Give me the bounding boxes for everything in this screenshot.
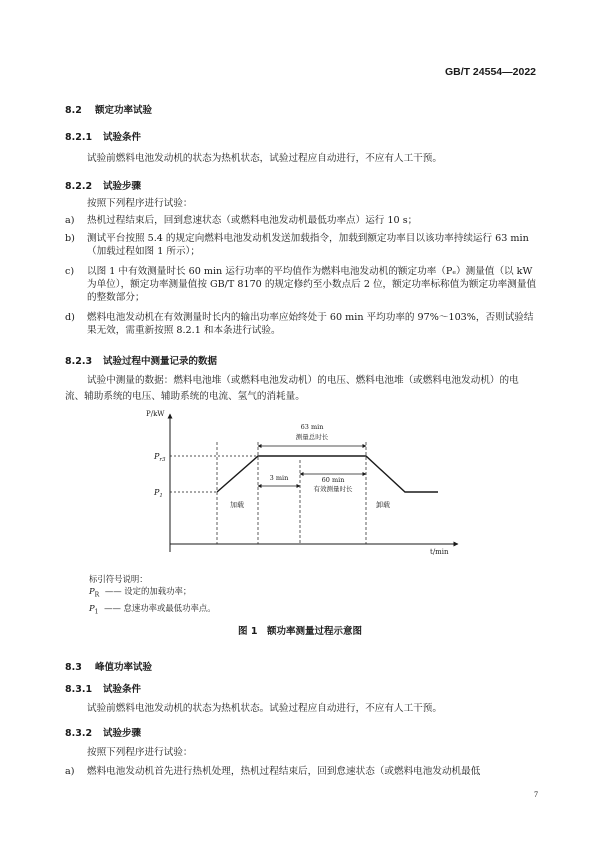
standard-number: GB/T 24554—2022 [444, 66, 536, 78]
span-60-label: 有效测量时长 [313, 485, 353, 493]
section-title: 试验过程中测量记录的数据 [103, 356, 218, 367]
section-title: 试验条件 [103, 132, 142, 143]
section-8-3-2-heading [65, 725, 141, 739]
section-title: 试验条件 [103, 684, 142, 695]
section-title: 峰值功率试验 [95, 662, 153, 673]
section-8-2-1-heading [65, 129, 141, 143]
section-number: 8.3.2 [65, 728, 93, 739]
procedure-intro: 按照下列程序进行试验： [87, 198, 193, 209]
list-item-label: a) [65, 215, 75, 226]
paragraph-8-3-1: 试验前燃料电池发动机的状态为热机状态。试验过程应自动进行，不应有人工干预。 [87, 703, 442, 714]
figure-1-chart [140, 402, 470, 562]
span-63-label: 测量总时长 [295, 433, 329, 441]
list-item-label: d) [65, 312, 75, 323]
span-3-value: 3 min [269, 474, 289, 482]
section-number: 8.2.3 [65, 356, 93, 367]
legend-symbol-sub: 1 [94, 608, 99, 616]
list-item [65, 311, 540, 337]
legend-description: —— 设定的加载功率； [104, 586, 192, 596]
list-item-label: b) [65, 233, 75, 244]
list-item-text: 以图 1 中有效测量时长 60 min 运行功率的平均值作为燃料电池发动机的额定功率（Pₑ）测量值（以 kW 为单位），额定功率测量值按 GB/T 8170 的规定修约至小数点后 2 位，额定功率标称值为额定功率测量值的整数部分； [87, 266, 537, 303]
section-title: 额定功率试验 [95, 105, 153, 116]
legend-symbol-sub: R [94, 591, 100, 599]
legend-item [89, 602, 216, 619]
section-title: 试验步骤 [103, 728, 142, 739]
load-region-label: 加载 [230, 501, 244, 509]
figure-caption: 图 1 额功率测量过程示意图 [238, 626, 362, 637]
section-title: 试验步骤 [103, 181, 142, 192]
figure-legend [89, 573, 216, 618]
section-number: 8.3.1 [65, 684, 93, 695]
section-8-2-3-heading [65, 353, 217, 367]
paragraph-8-2-1: 试验前燃料电池发动机的状态为热机状态，试验过程应自动进行，不应有人工干预。 [87, 153, 442, 164]
x-axis-label: t/min [430, 548, 449, 556]
page-number: 7 [534, 790, 538, 799]
p-high-label: $P_{r3}$ [154, 452, 166, 463]
section-8-2-heading [65, 102, 152, 116]
list-item [65, 214, 540, 227]
section-number: 8.2.2 [65, 181, 93, 192]
paragraph-8-2-3-line2: 流、辅助系统的电压、辅助系统的电流、氢气的消耗量。 [65, 391, 305, 402]
legend-symbol: P [89, 586, 95, 596]
legend-description: —— 怠速功率或最低功率点。 [104, 602, 216, 613]
list-item-text: 热机过程结束后，回到怠速状态（或燃料电池发动机最低功率点）运行 10 s； [87, 215, 418, 226]
legend-symbol: P [89, 602, 95, 613]
unload-region-label: 卸载 [376, 501, 390, 509]
list-item-label: c) [65, 266, 75, 277]
list-item-text: 燃料电池发动机在有效测量时长内的输出功率应始终处于 60 min 平均功率的 97%～103%，否则试验结果无效，需重新按照 8.2.1 和本条进行试验。 [87, 312, 534, 336]
list-item [65, 765, 540, 778]
list-item [65, 232, 540, 258]
span-63-value: 63 min [300, 423, 324, 431]
p-low-label: $P_1$ [154, 488, 163, 499]
paragraph-8-2-3-line1: 试验中测量的数据：燃料电池堆（或燃料电池发动机）的电压、燃料电池堆（或燃料电池发动机）的电 [87, 375, 519, 386]
list-item-text: 测试平台按照 5.4 的规定向燃料电池发动机发送加载指令，加载到额定功率目以该功率持续运行 63 min（加载过程如图 1 所示）； [87, 233, 529, 257]
section-8-3-heading [65, 659, 152, 673]
legend-item [89, 585, 216, 602]
y-axis-label: P/kW [146, 410, 165, 418]
section-8-3-1-heading [65, 681, 141, 695]
procedure-intro: 按照下列程序进行试验： [87, 747, 193, 758]
list-item-text: 燃料电池发动机首先进行热机处理，热机过程结束后，回到怠速状态（或燃料电池发动机最低 [87, 766, 481, 777]
list-item [65, 265, 540, 304]
section-number: 8.2.1 [65, 132, 93, 143]
legend-title: 标引符号说明： [89, 574, 148, 584]
section-number: 8.2 [65, 105, 82, 116]
section-number: 8.3 [65, 662, 82, 673]
section-8-2-2-heading [65, 178, 141, 192]
span-60-value: 60 min [321, 476, 345, 484]
list-item-label: a) [65, 766, 75, 777]
